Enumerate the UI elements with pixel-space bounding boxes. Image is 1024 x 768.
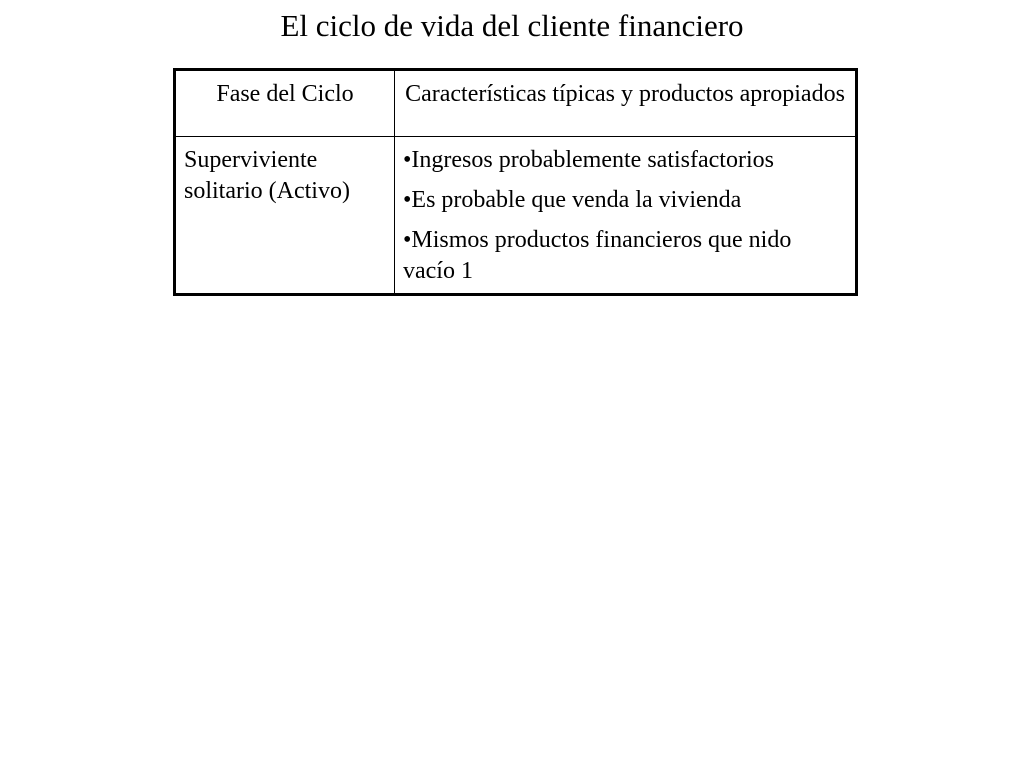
- header-phase: Fase del Ciclo: [175, 70, 395, 137]
- feature-item: •Mismos productos financieros que nido vacío 1: [403, 227, 792, 284]
- header-features: Características típicas y productos apropiados: [395, 70, 857, 137]
- features-cell: [395, 137, 857, 295]
- lifecycle-table: [173, 68, 858, 296]
- feature-item: •Ingresos probablemente satisfactorios: [403, 147, 774, 173]
- features-list: [403, 145, 847, 287]
- phase-cell: Superviviente solitario (Activo): [175, 137, 395, 295]
- feature-item: •Es probable que venda la vivienda: [403, 187, 742, 213]
- table-row: [175, 137, 857, 295]
- table-header-row: [175, 70, 857, 137]
- slide-title: El ciclo de vida del cliente financiero: [280, 8, 744, 43]
